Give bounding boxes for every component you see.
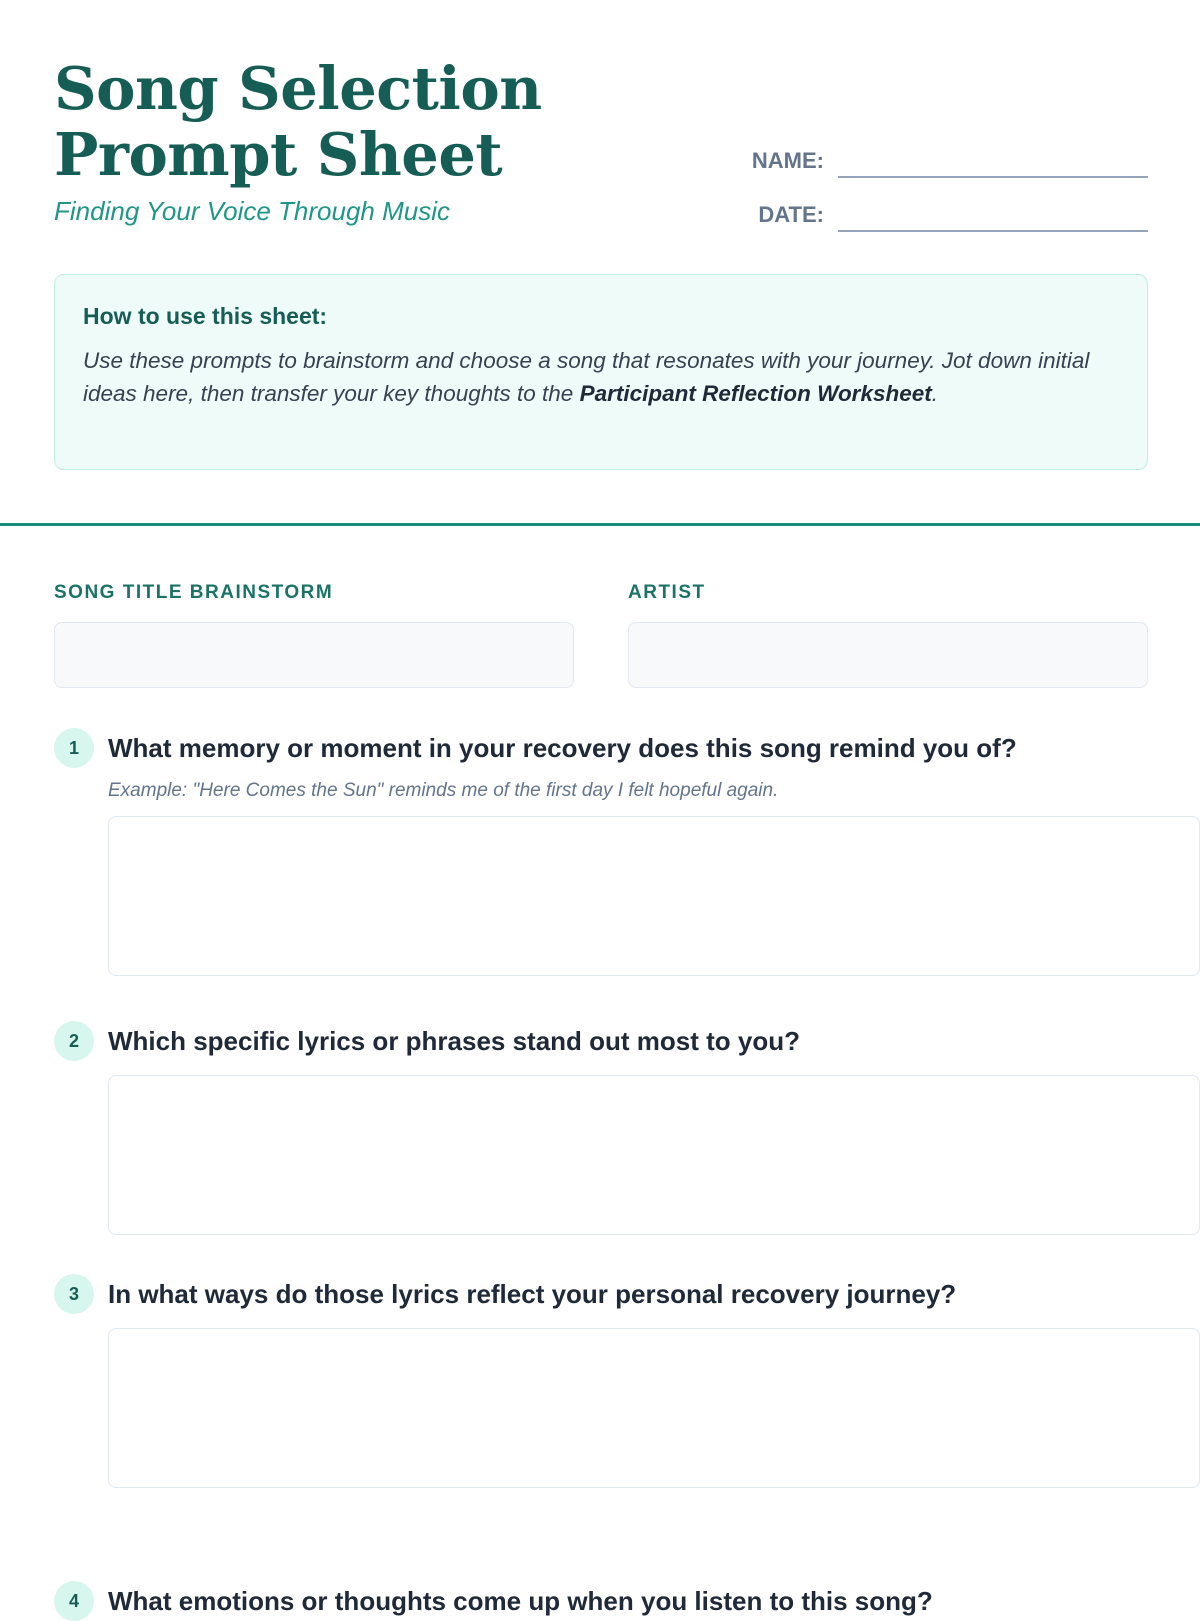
section-divider — [0, 523, 1200, 526]
question-text: What memory or moment in your recovery does this song remind you of? — [108, 732, 1017, 763]
date-field[interactable] — [838, 198, 1148, 232]
artist-input[interactable] — [628, 622, 1148, 688]
page-header — [54, 56, 1148, 236]
question-header — [54, 1274, 1200, 1314]
answer-box-1[interactable] — [108, 816, 1200, 976]
question-header — [54, 1581, 1200, 1621]
question-number-badge: 4 — [54, 1581, 94, 1621]
song-title-label: SONG TITLE BRAINSTORM — [54, 582, 334, 603]
instructions-box — [54, 274, 1148, 470]
artist-field-group — [628, 582, 1148, 688]
instructions-text — [83, 344, 1093, 410]
question-2 — [54, 1021, 1200, 1235]
instructions-worksheet-name: Participant Reflection Worksheet — [579, 381, 932, 406]
song-title-field-group — [54, 582, 574, 688]
date-row — [718, 198, 1148, 232]
question-number-badge: 1 — [54, 728, 94, 768]
page-title: Song Selection Prompt Sheet — [54, 54, 542, 189]
question-1 — [54, 728, 1200, 976]
instructions-title: How to use this sheet: — [83, 303, 328, 329]
date-label: DATE: — [758, 202, 824, 227]
answer-box-3[interactable] — [108, 1328, 1200, 1488]
page-subtitle: Finding Your Voice Through Music — [54, 196, 450, 226]
question-number-badge: 3 — [54, 1274, 94, 1314]
answer-box-2[interactable] — [108, 1075, 1200, 1235]
instructions-text-end: . — [931, 381, 938, 406]
question-header — [54, 728, 1200, 768]
question-example: Example: "Here Comes the Sun" reminds me of the first day I felt hopeful again. — [108, 780, 779, 801]
artist-label: ARTIST — [628, 582, 706, 603]
question-4 — [54, 1581, 1200, 1621]
name-row — [718, 144, 1148, 178]
question-header — [54, 1021, 1200, 1061]
name-field[interactable] — [838, 144, 1148, 178]
name-label: NAME: — [751, 148, 824, 173]
question-3 — [54, 1274, 1200, 1488]
question-text: In what ways do those lyrics reflect your personal recovery journey? — [108, 1278, 957, 1309]
instructions-text-start: Use these prompts to brainstorm and choose a song that resonates with your journey. Jot down initial ideas here, then transfer your key thoughts to the — [83, 348, 1090, 406]
song-title-input[interactable] — [54, 622, 574, 688]
question-number-badge: 2 — [54, 1021, 94, 1061]
question-text: What emotions or thoughts come up when you listen to this song? — [108, 1585, 933, 1616]
question-text: Which specific lyrics or phrases stand out most to you? — [108, 1025, 801, 1056]
